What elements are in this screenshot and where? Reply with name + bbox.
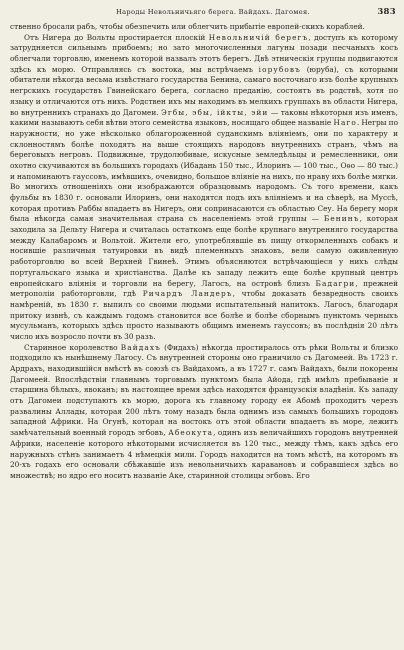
running-header xyxy=(10,6,398,19)
running-title: Народы Невольничьяго берега. Вайдахъ. Дагомея. xyxy=(116,8,310,16)
spaced-term: іорубовъ xyxy=(258,64,301,74)
text-run: ственно бросали рабъ, чтобы обезпечить или облегчить прибытіе европей-скихъ кораблей. xyxy=(10,22,365,31)
text-run: Отъ Нигера до Вольты простирается плоскій xyxy=(24,32,209,42)
text-run: , одинъ изъ величайшихъ городовъ внутренней Африки, населеніе которого нѣкоторыми исчисляется въ 120 тыс., между тѣмъ, какъ здѣсь его наружныхъ стѣнъ занимаетъ 4 нѣмецкія мили. Городъ находится на томъ мѣстѣ, на которомъ въ 20-хъ годахъ его основали сбѣжавшіе изъ невольничьихъ каравановъ и собравшіеся здѣсь во множествѣ; но ядро его носитъ названіе Аке, старинной столицы эгбовъ. Его xyxy=(10,428,398,480)
spaced-term: Невольничій берегъ xyxy=(208,32,309,42)
paragraph-1 xyxy=(10,22,398,33)
paragraph-2 xyxy=(10,33,398,343)
spaced-term: Абеокута xyxy=(168,428,214,438)
text-run: (юруба), съ которыми обитатели нѣкогда весьма извѣстнаго государства Бенина, самаго восточнаго изъ болѣе крупныхъ негрскихъ государствъ Гвинейскаго берега, согласно преданію, состоятъ въ родствѣ, хотя по языку и отличаются отъ нихъ. Родствен ихъ мы находимъ въ мелкихъ группахъ въ области Нигера, во внутреннихъ странахъ до Дагомеи. xyxy=(10,64,398,117)
paragraph-3 xyxy=(10,343,398,482)
page-number: 383 xyxy=(377,7,396,17)
text-run: , которая заходила за Дельту Нигера и считалась остаткомъ еще болѣе крупнаго внутренняго государства между Калабаромъ и Вольтой. Жители его, употреблявшіе въ пищу откормленныхъ собакъ и носившіе различныя татуировки въ видѣ племенныхъ знаковъ, вели самую оживленную работорговлю во всей Верхней Гвинеѣ. Этимъ объясняются встрѣчающіеся у нихъ слѣды португальскаго языка и христіанства. Далѣе къ западу лежитъ еще болѣе крупный центръ европейскаго вліянія и торговли на берегу, Лагосъ, на островѣ близъ xyxy=(10,214,398,288)
text-run: , доступъ къ которому затрудняется сильнымъ прибоемъ; но зато многочисленныя лагуны позади песчаныхъ косъ облегчали торговлю, именемъ которой назвалъ этотъ берегъ. Двѣ этническія группы подвигаются здѣсь къ морю. Отправляясь съ востока, мы встрѣчаемъ xyxy=(10,32,398,74)
spaced-term: Бенинъ xyxy=(323,214,360,224)
text-run: , прежней метрополіи работорговли, гдѣ xyxy=(10,278,398,299)
text-run: . Негры по наружности, но уже нѣсколько облагороженной суданскимъ вліяніемъ, они по характеру и склонностямъ болѣе походятъ на выше стоящихъ народовъ внутреннихъ странъ, чѣмъ на береговыхъ негровъ. Подвижные, трудолюбивые, искусные земледѣльцы и ремесленники, они охотно скучиваются въ большихъ городахъ (Ибадань 150 тыс., Илоринъ — 100 тыс., Оѳо — 80 тыс.) и напоминаютъ гауссовъ, имѣвшихъ, очевидно, большое вліяніе на нихъ, по нраву ихъ болѣе мягки. Во многихъ отношеніяхъ они изображаются образцовымъ народомъ. Съ того времени, какъ фульбы въ 1830 г. основали Илоринъ, они находятся подъ ихъ вліяніемъ и на сѣверѣ, на Муссѣ, которая противъ Раббы впадаетъ въ Нигеръ, они сопринасаются съ областью Сеу. На берегу моря была нѣкогда самая значительная страна съ населеніемъ этой группы — xyxy=(10,118,398,224)
spaced-term: Эгбы, эбы, ійкты, эйи xyxy=(161,107,269,117)
spaced-term: Ричардъ Ландеръ xyxy=(142,289,233,299)
text-run: — таковы нѣкоторыя изъ именъ, какими называютъ себя вѣтви этого семейства языковъ, носящаго общее названіе xyxy=(10,107,399,128)
text-run: Старинное королевство xyxy=(24,342,121,352)
body-text xyxy=(10,22,398,482)
text-run: (Фидахъ) нѣкогда простиралось отъ рѣки Вольты и близко подходило къ нынѣшнему Лагосу. Съ внутренней стороны оно граничило съ Дагомеей. Въ 1723 г. Ардрахъ, находившійся вмѣстѣ въ союзѣ съ Вайдахомъ, а въ 1727 г. самъ Вайдахъ, были покорены Дагомеей. Впослѣдствіи главнымъ торговымъ пунктомъ была Айода, гдѣ имѣлъ пребываніе и старшина бѣлыхъ, явоканъ; въ настоящее время здѣсь находятся французскія владѣнія. Къ западу отъ Дагомеи подступаютъ къ морю, дорога къ главному городу ея Абомѣ проходитъ черезъ развалины Аллады, которая 200 лѣтъ тому назадъ была однимъ изъ самыхъ большихъ городовъ западной Африки. На Огунѣ, которая на востокъ отъ этой области впадаетъ въ море, лежитъ замѣчательный военный городъ эгбовъ, xyxy=(10,342,398,438)
text-run: , чтобы доказать безвредность своихъ намѣреній, въ 1830 г. выпилъ со своими людьми испытательный напитокъ. Лагосъ, благодаря притоку извнѣ, съ каждымъ годомъ становится все болѣе и болѣе сборнымъ пунктомъ черныхъ мусульманъ, которыхъ здѣсь просто называютъ общимъ именемъ гауссовъ; въ послѣднія 20 лѣтъ число ихъ возросло почти въ 30 разъ. xyxy=(10,289,398,341)
spaced-term: Вайдахъ xyxy=(120,342,161,352)
spaced-term: Наго xyxy=(333,118,357,128)
spaced-term: Бадагри xyxy=(315,278,356,288)
